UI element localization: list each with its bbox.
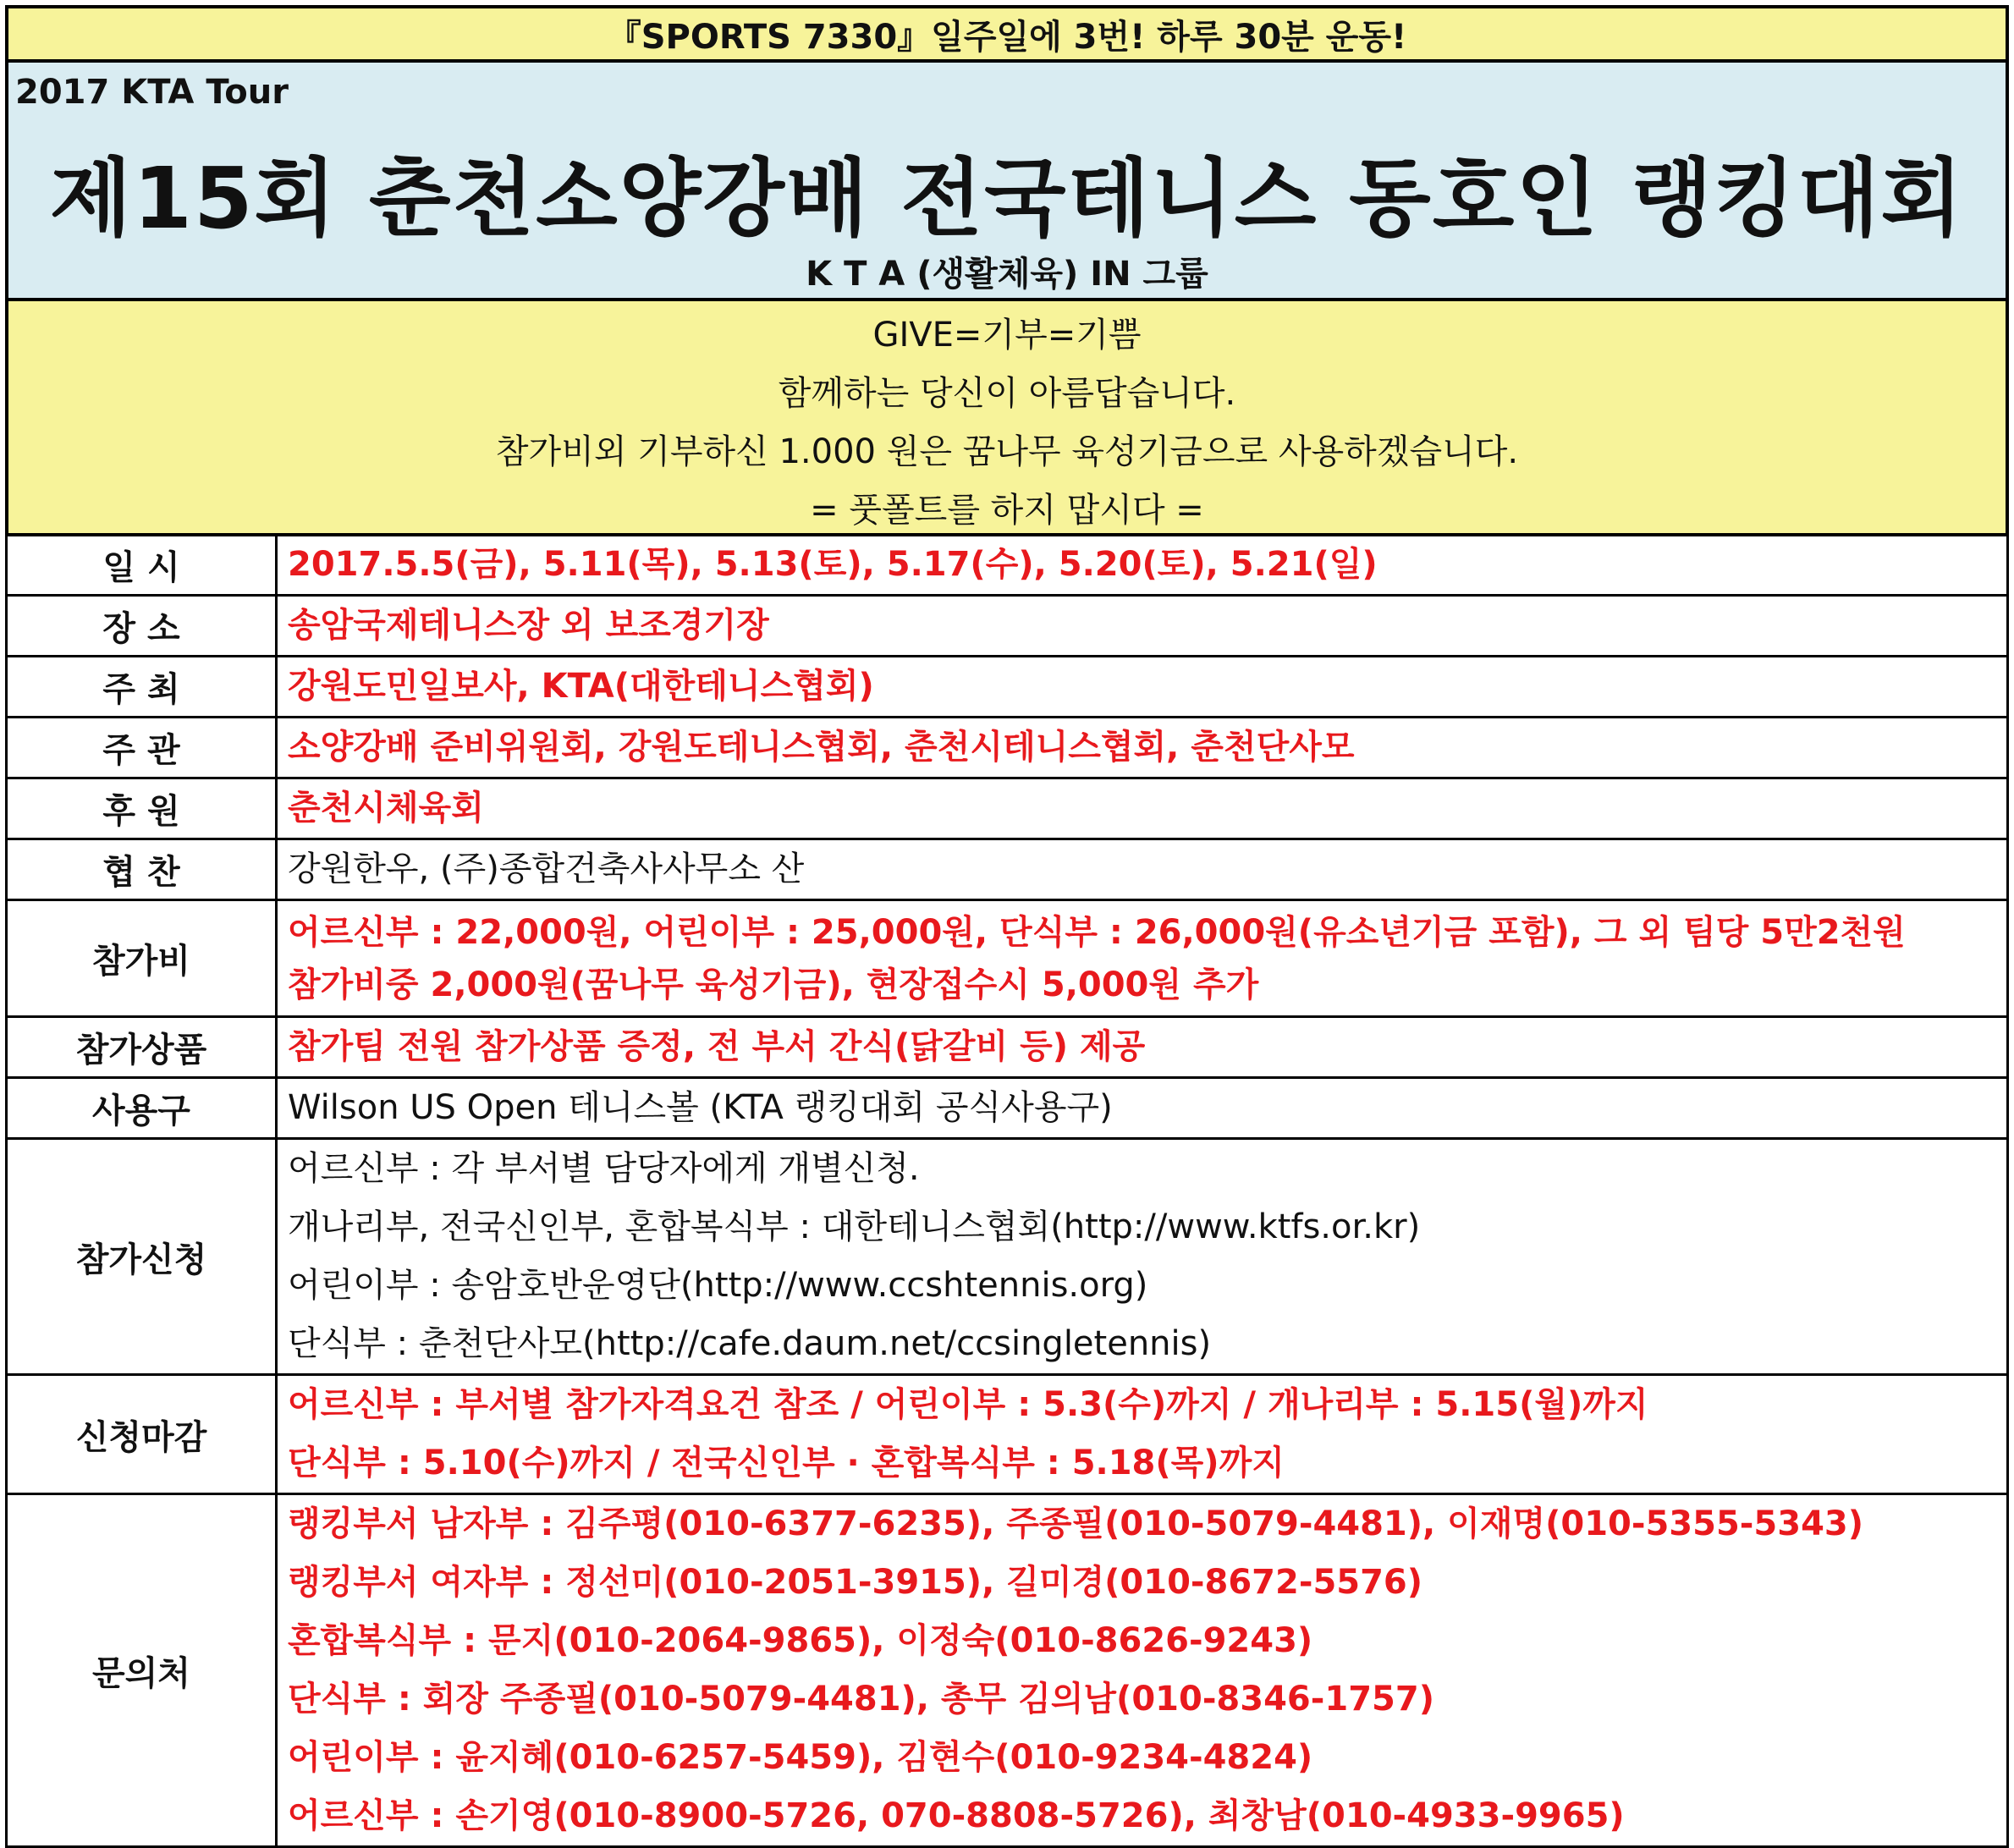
value-line: 랭킹부서 남자부 : 김주평(010-6377-6235), 주종필(010-5079-4481), 이재명(010-5355-5343) [288, 1504, 1864, 1543]
row-value-date [277, 535, 2008, 596]
value-line: 어르신부 : 22,000원, 어린이부 : 25,000원, 단식부 : 26,000원(유소년기금 포함), 그 외 팀당 5만2천원 [288, 912, 1906, 952]
value-line: 춘천시체육회 [288, 789, 484, 828]
title-header [5, 59, 2009, 301]
value-line: 개나리부, 전국신인부, 혼합복식부 : 대한테니스협회(http://www.ktfs.or.kr) [288, 1207, 1421, 1246]
value-line: 단식부 : 회장 주종필(010-5079-4481), 총무 김의남(010-8346-1757) [288, 1680, 1434, 1719]
row-label-fee: 참가비 [7, 900, 277, 1017]
table-row [7, 778, 2008, 839]
table-row [7, 1494, 2008, 1847]
row-value-deadline [277, 1375, 2008, 1494]
row-label-sponsor: 후 원 [7, 778, 277, 839]
message-line: 참가비외 기부하신 1.000 원은 꿈나무 육성기금으로 사용하겠습니다. [495, 432, 1519, 471]
table-row [7, 596, 2008, 657]
value-line: 혼합복식부 : 문지(010-2064-9865), 이정숙(010-8626-9243) [288, 1621, 1313, 1660]
table-row [7, 1139, 2008, 1375]
row-value-gift [277, 1017, 2008, 1078]
message-line: = 풋폴트를 하지 맙시다 = [810, 491, 1204, 530]
info-table [5, 533, 2009, 1848]
row-value-venue [277, 596, 2008, 657]
value-line: 랭킹부서 여자부 : 정선미(010-2051-3915), 길미경(010-8672-5576) [288, 1563, 1423, 1602]
value-line: 강원한우, (주)종합건축사사무소 산 [288, 850, 805, 888]
value-line: Wilson US Open 테니스볼 (KTA 랭킹대회 공식사용구) [288, 1088, 1113, 1127]
value-line: 어르신부 : 부서별 참가자격요건 참조 / 어린이부 : 5.3(수)까지 / 개나리부 : 5.15(월)까지 [288, 1385, 1648, 1424]
row-label-gift: 참가상품 [7, 1017, 277, 1078]
row-label-deadline: 신청마감 [7, 1375, 277, 1494]
page-subtitle: K T A (생활체육) IN 그룹 [806, 255, 1208, 294]
row-value-apply [277, 1139, 2008, 1375]
value-line: 참가비중 2,000원(꿈나무 육성기금), 현장접수시 5,000원 추가 [288, 965, 1259, 1004]
row-label-host: 주 최 [7, 657, 277, 718]
table-row [7, 1017, 2008, 1078]
table-row [7, 657, 2008, 718]
row-label-ball: 사용구 [7, 1078, 277, 1139]
value-line: 2017.5.5(금), 5.11(목), 5.13(토), 5.17(수), 5.20(토), 5.21(일) [288, 545, 1378, 584]
slogan-text: 『SPORTS 7330』일주일에 3번! 하루 30분 운동! [607, 17, 1407, 57]
row-value-support [277, 839, 2008, 900]
value-line: 어르신부 : 각 부서별 담당자에게 개별신청. [288, 1149, 920, 1188]
table-row [7, 1375, 2008, 1494]
row-label-contact: 문의처 [7, 1494, 277, 1847]
message-line: GIVE=기부=기쁨 [872, 316, 1142, 355]
page-title: 제15회 춘천소양강배 전국테니스 동호인 랭킹대회 [49, 149, 1965, 248]
value-line: 송암국제테니스장 외 보조경기장 [288, 606, 769, 645]
row-value-fee [277, 900, 2008, 1017]
value-line: 참가팀 전원 참가상품 증정, 전 부서 간식(닭갈비 등) 제공 [288, 1027, 1146, 1066]
row-label-venue: 장 소 [7, 596, 277, 657]
value-line: 단식부 : 춘천단사모(http://cafe.daum.net/ccsingletennis) [288, 1324, 1212, 1363]
tour-label: 2017 KTA Tour [15, 73, 289, 112]
row-label-support: 협 찬 [7, 839, 277, 900]
message-line: 함께하는 당신이 아름답습니다. [778, 374, 1236, 413]
table-row [7, 839, 2008, 900]
value-line: 어린이부 : 송암호반운영단(http://www.ccshtennis.org) [288, 1266, 1148, 1305]
table-row [7, 1078, 2008, 1139]
donation-message [5, 298, 2009, 536]
row-value-contact [277, 1494, 2008, 1847]
row-label-date: 일 시 [7, 535, 277, 596]
value-line: 어린이부 : 윤지혜(010-6257-5459), 김현수(010-9234-4824) [288, 1738, 1313, 1777]
row-value-sponsor [277, 778, 2008, 839]
slogan-banner [5, 5, 2009, 63]
table-row [7, 900, 2008, 1017]
row-value-organizer [277, 718, 2008, 778]
row-value-host [277, 657, 2008, 718]
row-label-organizer: 주 관 [7, 718, 277, 778]
row-label-apply: 참가신청 [7, 1139, 277, 1375]
table-row [7, 535, 2008, 596]
row-value-ball [277, 1078, 2008, 1139]
value-line: 소양강배 준비위원회, 강원도테니스협회, 춘천시테니스협회, 춘천단사모 [288, 728, 1355, 767]
table-row [7, 718, 2008, 778]
value-line: 강원도민일보사, KTA(대한테니스협회) [288, 667, 874, 706]
value-line: 단식부 : 5.10(수)까지 / 전국신인부 · 혼합복식부 : 5.18(목)까지 [288, 1444, 1285, 1482]
value-line: 어르신부 : 손기영(010-8900-5726, 070-8808-5726), 최창남(010-4933-9965) [288, 1796, 1625, 1835]
